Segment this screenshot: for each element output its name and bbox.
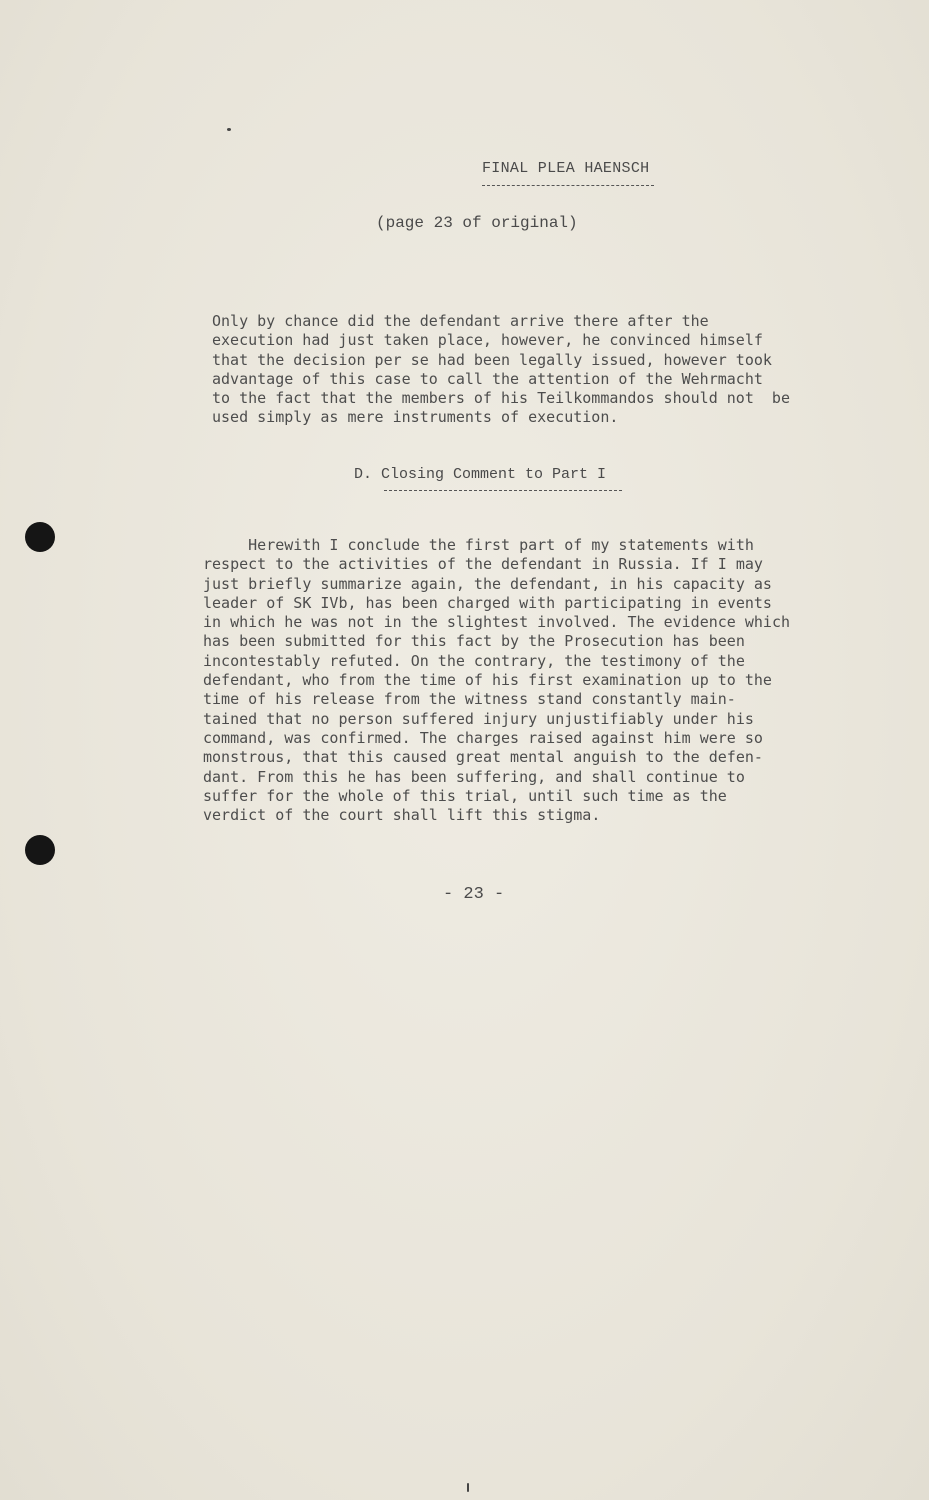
ink-speck [227, 128, 231, 131]
page-reference: (page 23 of original) [376, 214, 578, 232]
section-title: D. Closing Comment to Part I [354, 466, 607, 483]
heading-underline [482, 185, 654, 186]
punch-hole-bottom [25, 835, 55, 865]
punch-hole-top [25, 522, 55, 552]
document-heading: FINAL PLEA HAENSCH [482, 160, 650, 177]
page-number: - 23 - [443, 885, 505, 904]
ink-mark-bottom [467, 1483, 469, 1492]
paragraph-2: Herewith I conclude the first part of my statements with respect to the activities of the defendant in Russia. If I may just briefly summarize again, the defendant, in his capacity as leader of SK IVb, has been charged with participating in events in which he was not in the slightest involved. The evidence which has been submitted for this fact by the Prosecution has been incontestably refuted. On the contrary, the testimony of the defendant, who from the time of his first examination up to the time of his release from the witness stand constantly main- tained that no person suffered injury unjustifiably under his command, was confirmed. The charges raised against him were so monstrous, that this caused great mental anguish to the defen- dant. From this he has been suffering, and shall continue to suffer for the whole of this trial, until such time as the verdict of the court shall lift this stigma. [203, 536, 790, 825]
paragraph-1: Only by chance did the defendant arrive there after the execution had just taken place, however, he convinced himself that the decision per se had been legally issued, however took advantage of this case to call the attention of the Wehrmacht to the fact that the members of his Teilkommandos should not be used simply as mere instruments of execution. [212, 312, 790, 427]
section-title-underline [384, 490, 622, 491]
